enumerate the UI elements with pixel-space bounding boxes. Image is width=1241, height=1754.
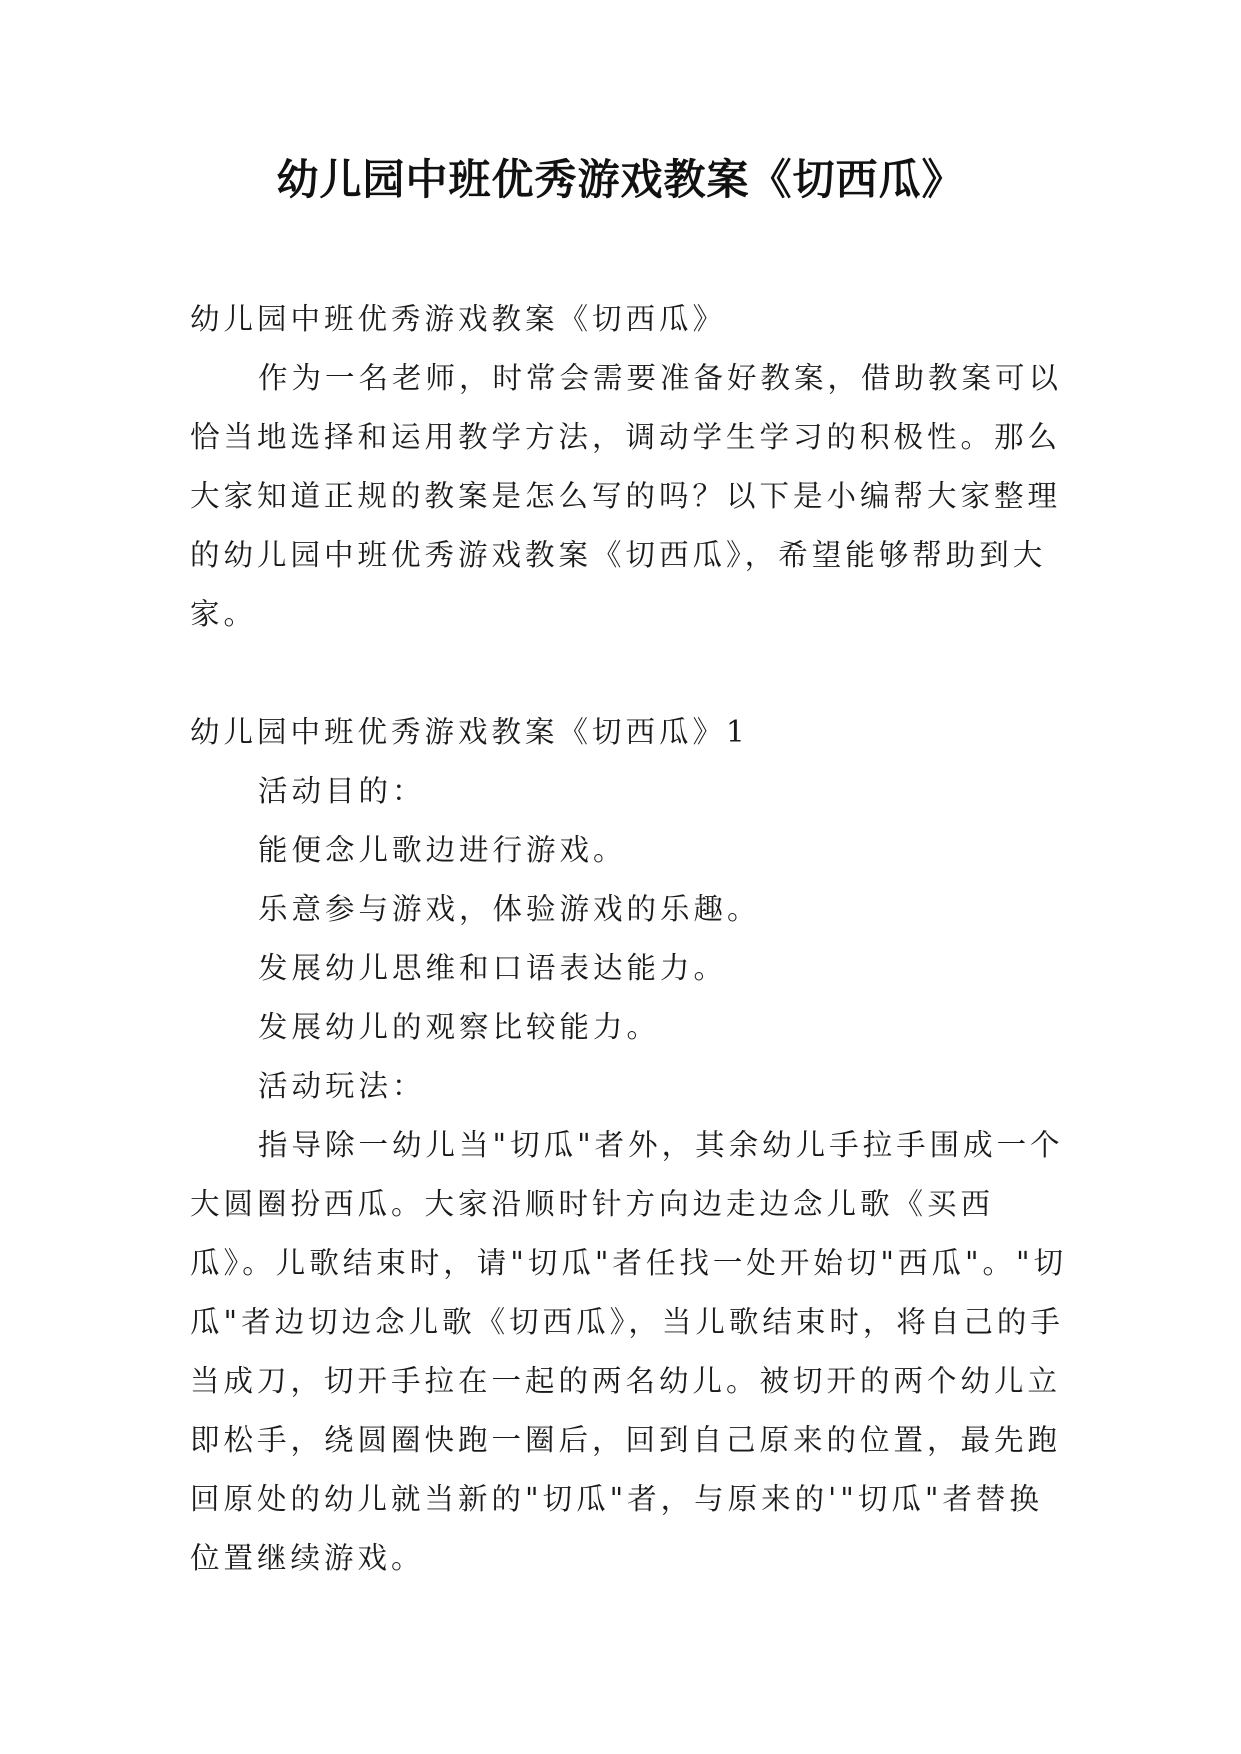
goals-label: 活动目的：	[258, 774, 426, 808]
document-body	[190, 290, 1070, 1588]
goal-item: 能便念儿歌边进行游戏。	[258, 833, 627, 867]
goal-item: 乐意参与游戏，体验游戏的乐趣。	[258, 892, 761, 926]
intro-paragraph: 作为一名老师，时常会需要准备好教案，借助教案可以恰当地选择和运用教学方法，调动学生学习的积极性。那么大家知道正规的教案是怎么写的吗？以下是小编帮大家整理的幼儿园中班优秀游戏教案《切西瓜》，希望能够帮助到大家。	[190, 361, 1063, 631]
document-title: 幼儿园中班优秀游戏教案《切西瓜》	[276, 155, 965, 204]
play-label: 活动玩法：	[258, 1069, 426, 1103]
goal-item: 发展幼儿思维和口语表达能力。	[258, 951, 728, 985]
goal-item: 发展幼儿的观察比较能力。	[258, 1010, 661, 1044]
intro-heading: 幼儿园中班优秀游戏教案《切西瓜》	[190, 302, 727, 336]
section-heading: 幼儿园中班优秀游戏教案《切西瓜》1	[190, 715, 749, 749]
play-paragraph: 指导除一幼儿当"切瓜"者外，其余幼儿手拉手围成一个大圆圈扮西瓜。大家沿顺时针方向边走边念儿歌《买西瓜》。儿歌结束时，请"切瓜"者任找一处开始切"西瓜"。"切瓜"者边切边念儿歌《切西瓜》，当儿歌结束时，将自己的手当成刀，切开手拉在一起的两名幼儿。被切开的两个幼儿立即松手，绕圆圈快跑一圈后，回到自己原来的位置，最先跑回原处的幼儿就当新的"切瓜"者，与原来的'"切瓜"者替换位置继续游戏。	[190, 1128, 1068, 1575]
